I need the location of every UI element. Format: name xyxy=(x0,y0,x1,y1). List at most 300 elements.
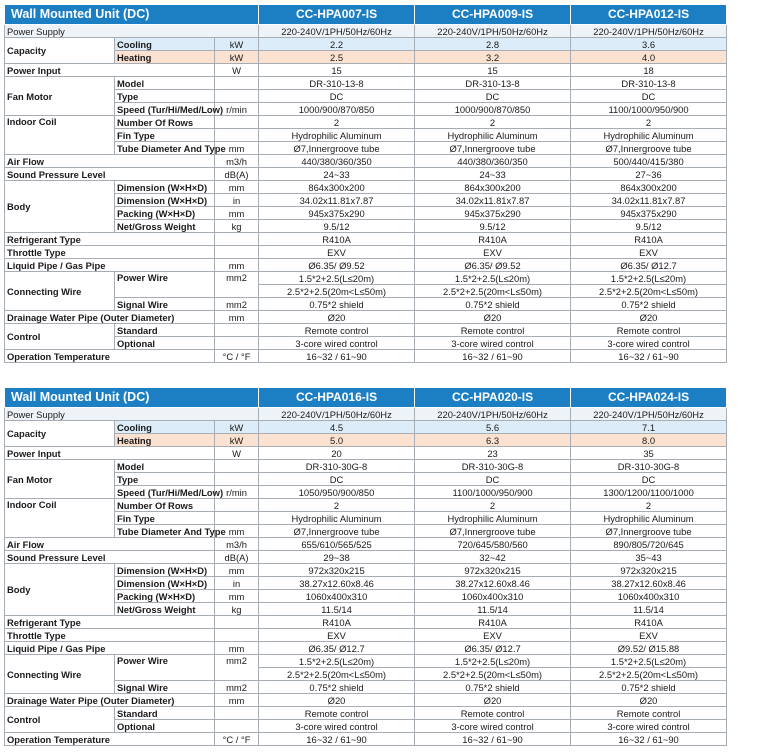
spec-value: 38.27x12.60x8.46 xyxy=(415,577,571,590)
unit-title: Wall Mounted Unit (DC) xyxy=(5,388,259,408)
row-drainage xyxy=(5,311,727,324)
spec-value: 440/380/360/350 xyxy=(259,155,415,168)
unit-cell xyxy=(215,77,259,90)
spec-value: 9.5/12 xyxy=(571,220,727,233)
spec-value: EXV xyxy=(259,629,415,642)
category-label: Body xyxy=(5,181,115,233)
spec-table-top xyxy=(4,4,726,363)
sub-label: Net/Gross Weight xyxy=(115,220,215,233)
sub-label: Dimension (W×H×D) xyxy=(115,577,215,590)
spec-value: 720/645/580/560 xyxy=(415,538,571,551)
row-refrigerant xyxy=(5,616,727,629)
spec-value: 8.0 xyxy=(571,434,727,447)
spec-value: Ø7,Innergroove tube xyxy=(415,142,571,155)
spec-value: 2.5*2+2.5(20m<L≤50m) xyxy=(415,668,571,681)
sub-label: Speed (Tur/Hi/Med/Low) xyxy=(115,486,215,499)
spec-value: 1.5*2+2.5(L≤20m) xyxy=(259,655,415,668)
spec-label: Power Supply xyxy=(5,25,259,38)
sub-label: Net/Gross Weight xyxy=(115,603,215,616)
spec-value: Ø20 xyxy=(259,694,415,707)
spec-value: 220-240V/1PH/50Hz/60Hz xyxy=(571,25,727,38)
spec-value: 16~32 / 61~90 xyxy=(415,733,571,746)
spec-value: 9.5/12 xyxy=(415,220,571,233)
spec-value: DC xyxy=(571,90,727,103)
spec-value: 864x300x200 xyxy=(415,181,571,194)
spec-value: Ø20 xyxy=(571,311,727,324)
category-label: Capacity xyxy=(5,421,115,447)
unit-cell: kW xyxy=(215,421,259,434)
unit-cell: mm xyxy=(215,259,259,272)
spec-value: 0.75*2 shield xyxy=(415,298,571,311)
category-label: Throttle Type xyxy=(5,629,215,642)
spec-value: Ø20 xyxy=(571,694,727,707)
sub-label: Model xyxy=(115,460,215,473)
spec-value: 2.5*2+2.5(20m<L≤50m) xyxy=(571,285,727,298)
spec-value: EXV xyxy=(415,629,571,642)
sub-label: Fin Type xyxy=(115,512,215,525)
unit-cell xyxy=(215,90,259,103)
category-label: Drainage Water Pipe (Outer Diameter) xyxy=(5,311,215,324)
spec-value: 24~33 xyxy=(415,168,571,181)
spec-value: EXV xyxy=(571,629,727,642)
spec-value: 0.75*2 shield xyxy=(415,681,571,694)
spec-value: R410A xyxy=(415,233,571,246)
category-label: Operation Temperature xyxy=(5,733,215,746)
unit-cell: mm2 xyxy=(215,272,259,298)
spec-value: 16~32 / 61~90 xyxy=(571,350,727,363)
spec-value: 972x320x215 xyxy=(415,564,571,577)
spec-value: 2.2 xyxy=(259,38,415,51)
spec-value: R410A xyxy=(571,616,727,629)
spec-value: 1.5*2+2.5(L≤20m) xyxy=(259,272,415,285)
spec-value: Hydrophilic Aluminum xyxy=(571,129,727,142)
row-dim-mm xyxy=(5,564,727,577)
spec-value: DR-310-30G-8 xyxy=(415,460,571,473)
spec-value: 34.02x11.81x7.87 xyxy=(259,194,415,207)
spec-value: 16~32 / 61~90 xyxy=(259,350,415,363)
sub-label: Number Of Rows xyxy=(115,499,215,512)
model-header: CC-HPA024-IS xyxy=(571,388,727,408)
category-label: Air Flow xyxy=(5,155,215,168)
model-header: CC-HPA012-IS xyxy=(571,5,727,25)
unit-cell xyxy=(215,324,259,337)
row-air-flow xyxy=(5,538,727,551)
sub-label: Tube Diameter And Type xyxy=(115,142,215,155)
unit-cell: mm2 xyxy=(215,681,259,694)
spec-value: Remote control xyxy=(415,707,571,720)
category-label: Capacity xyxy=(5,38,115,64)
header-row xyxy=(5,5,727,25)
category-label: Body xyxy=(5,564,115,616)
spec-value: 4.0 xyxy=(571,51,727,64)
spec-value: Hydrophilic Aluminum xyxy=(415,129,571,142)
spec-value: Ø20 xyxy=(415,694,571,707)
row-power-input xyxy=(5,447,727,460)
spec-value: Ø6.35/ Ø12.7 xyxy=(259,642,415,655)
spec-value: 945x375x290 xyxy=(259,207,415,220)
category-label: Power Input xyxy=(5,64,215,77)
header-row xyxy=(5,388,727,408)
sub-label: Heating xyxy=(115,51,215,64)
row-air-flow xyxy=(5,155,727,168)
row-operation xyxy=(5,733,727,746)
spec-value: Ø7,Innergroove tube xyxy=(259,525,415,538)
spec-value: 5.6 xyxy=(415,421,571,434)
spec-value: Hydrophilic Aluminum xyxy=(259,129,415,142)
unit-cell: mm xyxy=(215,694,259,707)
unit-cell xyxy=(215,129,259,142)
sub-label: Number Of Rows xyxy=(115,116,215,129)
unit-cell: m3/h xyxy=(215,155,259,168)
spec-value: 2.5 xyxy=(259,51,415,64)
spec-value: 3.6 xyxy=(571,38,727,51)
unit-cell: kW xyxy=(215,51,259,64)
spec-value: DC xyxy=(259,473,415,486)
spec-value: 972x320x215 xyxy=(259,564,415,577)
spec-value: 16~32 / 61~90 xyxy=(259,733,415,746)
spec-value: 1.5*2+2.5(L≤20m) xyxy=(415,655,571,668)
spec-value: R410A xyxy=(571,233,727,246)
sub-label: Heating xyxy=(115,434,215,447)
spec-value: 35~43 xyxy=(571,551,727,564)
spec-value: 864x300x200 xyxy=(259,181,415,194)
row-cooling xyxy=(5,38,727,51)
spec-value: 2 xyxy=(415,499,571,512)
category-label: Refrigerant Type xyxy=(5,616,215,629)
unit-cell: mm xyxy=(215,642,259,655)
spec-value: 2.5*2+2.5(20m<L≤50m) xyxy=(571,668,727,681)
spec-value: 500/440/415/380 xyxy=(571,155,727,168)
spec-value: 11.5/14 xyxy=(415,603,571,616)
spec-value: Ø7,Innergroove tube xyxy=(571,142,727,155)
row-coil-rows xyxy=(5,499,727,512)
spec-value: Ø7,Innergroove tube xyxy=(415,525,571,538)
spec-value: R410A xyxy=(259,233,415,246)
spec-value: 27~36 xyxy=(571,168,727,181)
category-label: Control xyxy=(5,324,115,350)
unit-cell: r/min xyxy=(215,486,259,499)
spec-value: R410A xyxy=(415,616,571,629)
spec-value: 6.3 xyxy=(415,434,571,447)
spec-value: DR-310-30G-8 xyxy=(259,460,415,473)
sub-label: Power Wire xyxy=(115,272,215,298)
spec-value: DR-310-13-8 xyxy=(259,77,415,90)
spec-value: Ø7,Innergroove tube xyxy=(571,525,727,538)
spec-value: 1100/1000/950/900 xyxy=(571,103,727,116)
spec-value: 18 xyxy=(571,64,727,77)
category-label: Throttle Type xyxy=(5,246,215,259)
unit-cell: kg xyxy=(215,603,259,616)
spec-table-bottom xyxy=(4,387,726,746)
spec-value: DC xyxy=(415,90,571,103)
spec-value: Ø6.35/ Ø9.52 xyxy=(259,259,415,272)
unit-cell xyxy=(215,499,259,512)
unit-cell: mm xyxy=(215,525,259,538)
sub-label: Type xyxy=(115,473,215,486)
spec-value: 16~32 / 61~90 xyxy=(571,733,727,746)
spec-value: 1000/900/870/850 xyxy=(259,103,415,116)
spec-value: 38.27x12.60x8.46 xyxy=(259,577,415,590)
unit-title: Wall Mounted Unit (DC) xyxy=(5,5,259,25)
row-throttle xyxy=(5,629,727,642)
spec-value: 220-240V/1PH/50Hz/60Hz xyxy=(259,25,415,38)
spec-value: 7.1 xyxy=(571,421,727,434)
spec-value: Ø7,Innergroove tube xyxy=(259,142,415,155)
spec-value: Hydrophilic Aluminum xyxy=(571,512,727,525)
spec-value: EXV xyxy=(259,246,415,259)
sub-label: Type xyxy=(115,90,215,103)
spec-value: 34.02x11.81x7.87 xyxy=(571,194,727,207)
spec-value: DC xyxy=(259,90,415,103)
spec-value: 655/610/565/525 xyxy=(259,538,415,551)
spec-value: 2.5*2+2.5(20m<L≤50m) xyxy=(259,285,415,298)
spec-value: 1000/900/870/850 xyxy=(415,103,571,116)
sub-label: Standard xyxy=(115,707,215,720)
unit-cell xyxy=(215,720,259,733)
spec-value: 890/805/720/645 xyxy=(571,538,727,551)
spec-value: DR-310-13-8 xyxy=(571,77,727,90)
spec-value: 440/380/360/350 xyxy=(415,155,571,168)
spec-value: 2 xyxy=(259,499,415,512)
sub-label: Power Wire xyxy=(115,655,215,681)
row-operation xyxy=(5,350,727,363)
row-throttle xyxy=(5,246,727,259)
row-power-supply xyxy=(5,408,727,421)
sub-label: Optional xyxy=(115,337,215,350)
category-label: Liquid Pipe / Gas Pipe xyxy=(5,259,215,272)
spec-value: EXV xyxy=(571,246,727,259)
unit-cell: in xyxy=(215,577,259,590)
spec-value: 23 xyxy=(415,447,571,460)
unit-cell xyxy=(215,473,259,486)
unit-cell: mm xyxy=(215,142,259,155)
spec-value: 864x300x200 xyxy=(571,181,727,194)
spec-value: 32~42 xyxy=(415,551,571,564)
spec-value: DR-310-30G-8 xyxy=(571,460,727,473)
unit-cell: °C / °F xyxy=(215,350,259,363)
unit-cell xyxy=(215,233,259,246)
spec-label: Power Supply xyxy=(5,408,259,421)
spec-value: 2.5*2+2.5(20m<L≤50m) xyxy=(415,285,571,298)
row-coil-rows xyxy=(5,116,727,129)
spec-value: 945x375x290 xyxy=(571,207,727,220)
spec-value: 220-240V/1PH/50Hz/60Hz xyxy=(571,408,727,421)
sub-label: Standard xyxy=(115,324,215,337)
spec-value: 1.5*2+2.5(L≤20m) xyxy=(571,272,727,285)
unit-cell: m3/h xyxy=(215,538,259,551)
spec-value: R410A xyxy=(259,616,415,629)
category-label: Sound Pressure Level xyxy=(5,168,215,181)
spec-value: 11.5/14 xyxy=(259,603,415,616)
spec-value: 1060x400x310 xyxy=(415,590,571,603)
row-sound xyxy=(5,551,727,564)
spec-value: Remote control xyxy=(571,324,727,337)
spec-value: 1300/1200/1100/1000 xyxy=(571,486,727,499)
spec-value: 29~38 xyxy=(259,551,415,564)
spec-value: Remote control xyxy=(415,324,571,337)
row-power-input xyxy=(5,64,727,77)
unit-cell: W xyxy=(215,447,259,460)
sub-label: Model xyxy=(115,77,215,90)
spec-value: 38.27x12.60x8.46 xyxy=(571,577,727,590)
model-header: CC-HPA007-IS xyxy=(259,5,415,25)
row-drainage xyxy=(5,694,727,707)
spec-value: 1060x400x310 xyxy=(571,590,727,603)
unit-cell xyxy=(215,629,259,642)
category-label: Control xyxy=(5,707,115,733)
spec-value: Ø20 xyxy=(259,311,415,324)
unit-cell: °C / °F xyxy=(215,733,259,746)
sub-label: Cooling xyxy=(115,421,215,434)
sub-label: Packing (W×H×D) xyxy=(115,590,215,603)
spec-value: 5.0 xyxy=(259,434,415,447)
spec-value: 3-core wired control xyxy=(415,337,571,350)
spec-value: 3-core wired control xyxy=(571,720,727,733)
spec-value: 220-240V/1PH/50Hz/60Hz xyxy=(415,25,571,38)
unit-cell: kW xyxy=(215,434,259,447)
spec-value: Ø6.35/ Ø9.52 xyxy=(415,259,571,272)
sub-label: Speed (Tur/Hi/Med/Low) xyxy=(115,103,215,116)
row-dim-mm xyxy=(5,181,727,194)
category-label: Liquid Pipe / Gas Pipe xyxy=(5,642,215,655)
category-label: Air Flow xyxy=(5,538,215,551)
spec-value: 15 xyxy=(415,64,571,77)
spec-value: 24~33 xyxy=(259,168,415,181)
category-label: Operation Temperature xyxy=(5,350,215,363)
unit-cell xyxy=(215,707,259,720)
category-label: Power Input xyxy=(5,447,215,460)
unit-cell: dB(A) xyxy=(215,168,259,181)
unit-cell: W xyxy=(215,64,259,77)
spec-value: DR-310-13-8 xyxy=(415,77,571,90)
unit-cell xyxy=(215,460,259,473)
row-power-wire xyxy=(5,272,727,285)
row-power-supply xyxy=(5,25,727,38)
unit-cell: kg xyxy=(215,220,259,233)
spec-value: 15 xyxy=(259,64,415,77)
unit-cell: mm xyxy=(215,207,259,220)
spec-value: 3-core wired control xyxy=(259,720,415,733)
category-label: Indoor Coil xyxy=(5,499,115,538)
sub-label: Dimension (W×H×D) xyxy=(115,194,215,207)
row-sound xyxy=(5,168,727,181)
spec-value: 1100/1000/950/900 xyxy=(415,486,571,499)
spec-value: Remote control xyxy=(259,324,415,337)
model-header: CC-HPA016-IS xyxy=(259,388,415,408)
sub-label: Dimension (W×H×D) xyxy=(115,564,215,577)
category-label: Drainage Water Pipe (Outer Diameter) xyxy=(5,694,215,707)
spec-value: 2 xyxy=(415,116,571,129)
spec-value: 1050/950/900/850 xyxy=(259,486,415,499)
unit-cell: mm2 xyxy=(215,298,259,311)
sub-label: Packing (W×H×D) xyxy=(115,207,215,220)
spec-value: 1.5*2+2.5(L≤20m) xyxy=(415,272,571,285)
row-fan-model xyxy=(5,460,727,473)
spec-value: 20 xyxy=(259,447,415,460)
row-power-wire xyxy=(5,655,727,668)
row-control-standard xyxy=(5,324,727,337)
unit-cell: mm xyxy=(215,590,259,603)
spec-value: 16~32 / 61~90 xyxy=(415,350,571,363)
sub-label: Cooling xyxy=(115,38,215,51)
sub-label: Dimension (W×H×D) xyxy=(115,181,215,194)
spec-value: Ø20 xyxy=(415,311,571,324)
spec-value: 945x375x290 xyxy=(415,207,571,220)
unit-cell: mm xyxy=(215,564,259,577)
spec-value: Ø9.52/ Ø15.88 xyxy=(571,642,727,655)
spec-value: Ø6.35/ Ø12.7 xyxy=(415,642,571,655)
category-label: Connecting Wire xyxy=(5,272,115,311)
model-header: CC-HPA009-IS xyxy=(415,5,571,25)
spec-value: 2 xyxy=(259,116,415,129)
category-label: Fan Motor xyxy=(5,460,115,499)
sub-label: Signal Wire xyxy=(115,298,215,311)
row-pipe xyxy=(5,642,727,655)
spec-value: 2.5*2+2.5(20m<L≤50m) xyxy=(259,668,415,681)
unit-cell xyxy=(215,246,259,259)
spec-value: 11.5/14 xyxy=(571,603,727,616)
sub-label: Signal Wire xyxy=(115,681,215,694)
category-label: Refrigerant Type xyxy=(5,233,215,246)
spec-value: 2.8 xyxy=(415,38,571,51)
unit-cell: kW xyxy=(215,38,259,51)
spec-value: 34.02x11.81x7.87 xyxy=(415,194,571,207)
spec-value: 3-core wired control xyxy=(415,720,571,733)
sub-label: Tube Diameter And Type xyxy=(115,525,215,538)
row-control-standard xyxy=(5,707,727,720)
spec-value: DC xyxy=(571,473,727,486)
spec-value: EXV xyxy=(415,246,571,259)
spec-value: Remote control xyxy=(571,707,727,720)
category-label: Connecting Wire xyxy=(5,655,115,694)
spec-value: 220-240V/1PH/50Hz/60Hz xyxy=(259,408,415,421)
spec-value: 2 xyxy=(571,116,727,129)
row-refrigerant xyxy=(5,233,727,246)
category-label: Fan Motor xyxy=(5,77,115,116)
category-label: Indoor Coil xyxy=(5,116,115,155)
spec-value: 0.75*2 shield xyxy=(259,681,415,694)
unit-cell xyxy=(215,512,259,525)
spec-value: 1060x400x310 xyxy=(259,590,415,603)
spec-value: Hydrophilic Aluminum xyxy=(259,512,415,525)
unit-cell: dB(A) xyxy=(215,551,259,564)
row-pipe xyxy=(5,259,727,272)
sub-label: Optional xyxy=(115,720,215,733)
unit-cell xyxy=(215,116,259,129)
unit-cell: in xyxy=(215,194,259,207)
unit-cell xyxy=(215,337,259,350)
model-header: CC-HPA020-IS xyxy=(415,388,571,408)
spec-value: 2 xyxy=(571,499,727,512)
spec-value: 3.2 xyxy=(415,51,571,64)
spec-value: Ø6.35/ Ø12.7 xyxy=(571,259,727,272)
spec-value: 1.5*2+2.5(L≤20m) xyxy=(571,655,727,668)
spec-value: 35 xyxy=(571,447,727,460)
spec-value: 4.5 xyxy=(259,421,415,434)
unit-cell: mm xyxy=(215,181,259,194)
spec-value: 972x320x215 xyxy=(571,564,727,577)
unit-cell: mm xyxy=(215,311,259,324)
spec-value: DC xyxy=(415,473,571,486)
unit-cell xyxy=(215,616,259,629)
unit-cell: mm2 xyxy=(215,655,259,681)
spec-value: Hydrophilic Aluminum xyxy=(415,512,571,525)
spec-value: 220-240V/1PH/50Hz/60Hz xyxy=(415,408,571,421)
spec-value: 0.75*2 shield xyxy=(259,298,415,311)
category-label: Sound Pressure Level xyxy=(5,551,215,564)
sub-label: Fin Type xyxy=(115,129,215,142)
spec-value: 9.5/12 xyxy=(259,220,415,233)
